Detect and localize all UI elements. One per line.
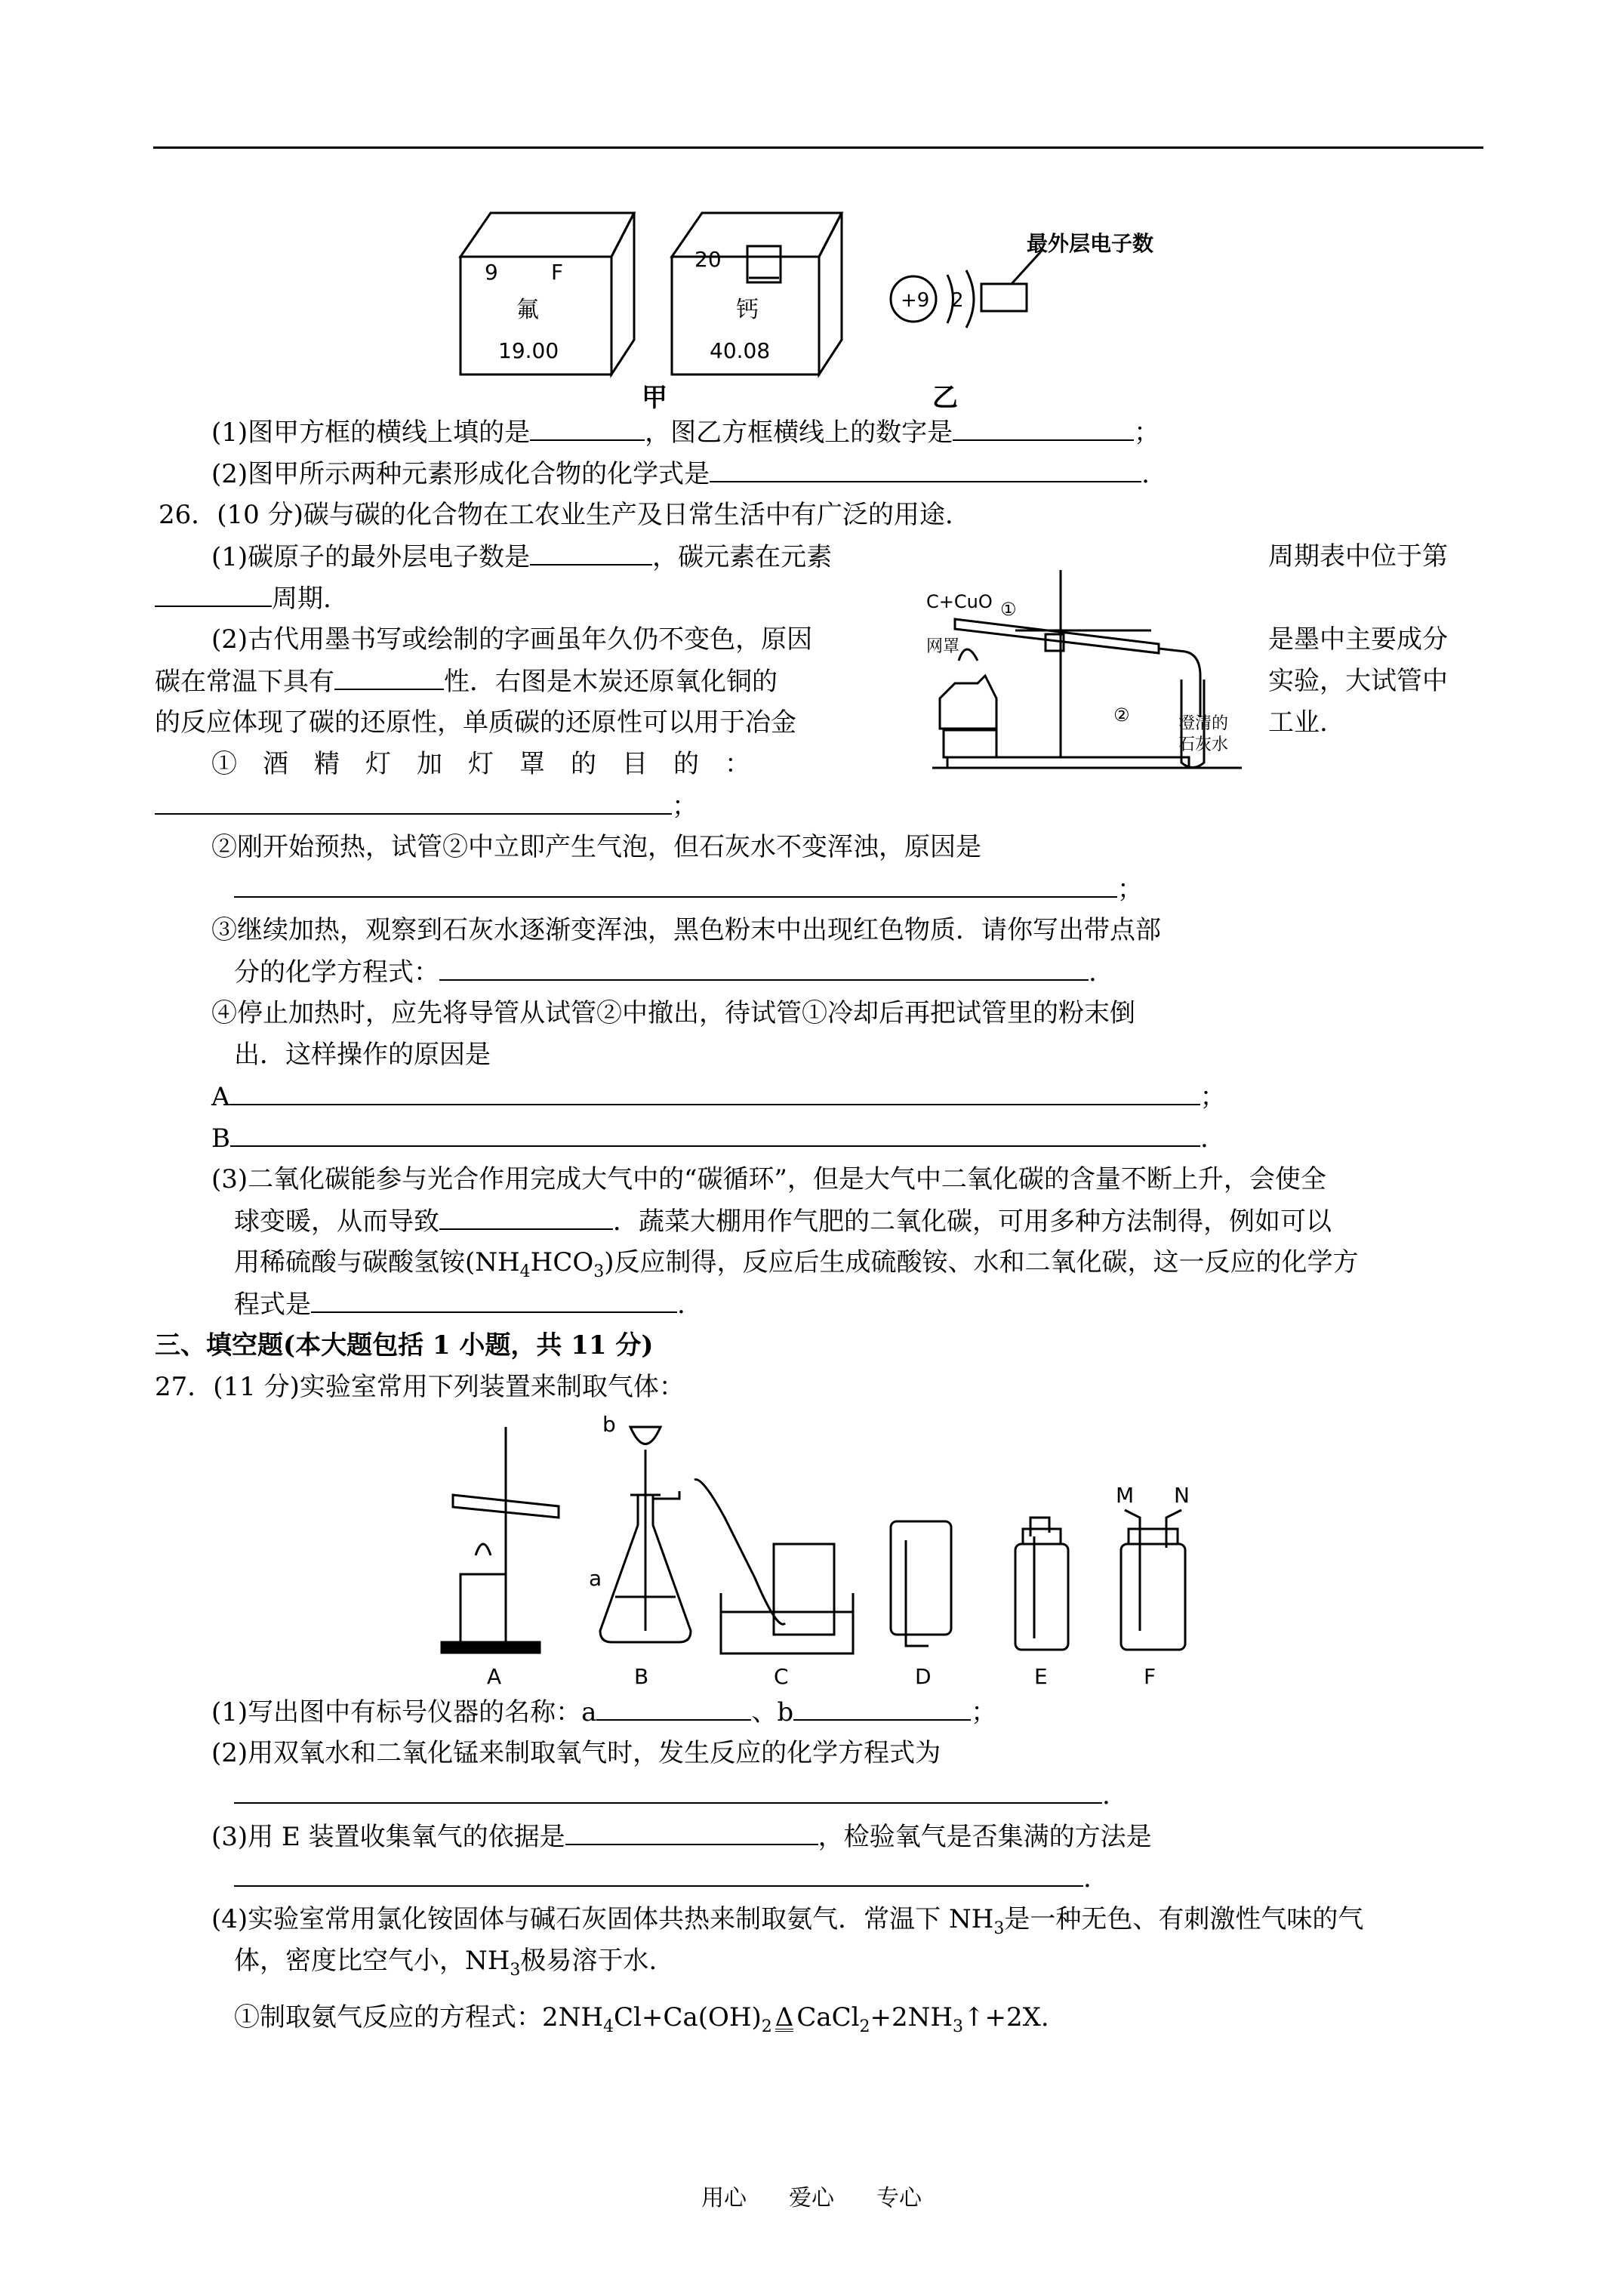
q26-s4-l1: ④停止加热时，应先将导管从试管②中撤出，待试管①冷却后再把试管里的粉末倒 — [211, 998, 1135, 1028]
q26-p2-l3: 的反应体现了碳的还原性，单质碳的还原性可以用于冶金 — [155, 707, 796, 738]
fluorine-name: 氟 — [516, 297, 539, 323]
q26-p2-l2 — [155, 664, 778, 698]
q26-p3-l4-text: 程式是 — [234, 1290, 311, 1320]
tube1-mark: ① — [1000, 599, 1017, 620]
q27-ammonia-equation — [234, 2001, 1049, 2044]
q26-s3-l1: ③继续加热，观察到石灰水逐渐变浑浊，黑色粉末中出现红色物质．请你写出带点部 — [211, 915, 1161, 945]
q26-p2-l2-text2: 性．右图是木炭还原氧化铜的 — [444, 667, 778, 697]
subscript: 4 — [519, 1262, 531, 1281]
fluorine-number: 9 — [485, 260, 498, 285]
q27-p4-l1-a: (4)实验室常用氯化铵固体与碱石灰固体共热来制取氨气．常温下 NH — [211, 1904, 994, 1934]
label-a: a — [589, 1566, 602, 1591]
q27-p3-text2: ，检验氧气是否集满的方法是 — [818, 1822, 1152, 1852]
q25-part2 — [211, 457, 1150, 491]
q26-p1-text: (1)碳原子的最外层电子数是 — [211, 542, 531, 572]
cuo-label: C+CuO — [926, 591, 993, 612]
limewater-label-1: 澄清的 — [1178, 714, 1229, 733]
q26-s3-end: . — [1089, 957, 1097, 988]
q26-p1-text2: ，碳元素在元素 — [652, 542, 833, 572]
q25-p1-text2: ，图乙方框横线上的数字是 — [645, 418, 953, 448]
q26-p2-l1-right: 是墨中主要成分 — [1268, 624, 1448, 655]
atom-nucleus: +9 — [901, 289, 930, 312]
fluorine-symbol: F — [551, 260, 564, 285]
reason-b-end: . — [1200, 1123, 1209, 1154]
calcium-mass: 40.08 — [710, 338, 771, 363]
calcium-name: 钙 — [736, 297, 759, 323]
q27-p4-l2-b: 极易溶于水. — [520, 1946, 658, 1976]
q26-p3-l2-text2: ．蔬菜大棚用作气肥的二氧化碳，可用多种方法制得，例如可以 — [613, 1207, 1332, 1237]
q27-p2-end: . — [1102, 1780, 1110, 1811]
answer-blank[interactable] — [439, 955, 1089, 981]
eq-part: ↑+2X. — [963, 2002, 1049, 2032]
answer-blank[interactable] — [230, 1121, 1200, 1147]
q26-p3-l3-c: )反应制得，反应后生成硫酸铵、水和二氧化碳，这一反应的化学方 — [604, 1247, 1359, 1277]
reason-a-label: A — [211, 1082, 230, 1112]
q27-p4-l1 — [211, 1903, 1363, 1946]
q25-p2-end: . — [1141, 459, 1150, 489]
q26-stem: 26．(10 分)碳与碳的化合物在工农业生产及日常生活中有广泛的用途. — [159, 500, 953, 530]
q26-s3-l2 — [234, 955, 1097, 989]
q26-s2: ②刚开始预热，试管②中立即产生气泡，但石灰水不变浑浊，原因是 — [211, 832, 981, 862]
reason-a-end: ； — [1200, 1082, 1226, 1112]
answer-blank[interactable] — [334, 664, 444, 690]
device-C: C — [774, 1664, 789, 1689]
eq-part: CaCl — [796, 2002, 860, 2032]
answer-blank[interactable] — [439, 1204, 613, 1230]
label-b: b — [602, 1412, 616, 1437]
q26-p3-l2-text: 球变暖，从而导致 — [234, 1207, 439, 1237]
answer-blank[interactable] — [710, 457, 1141, 482]
eq-part: +2NH — [870, 2002, 953, 2032]
q25-p1-text: (1)图甲方框的横线上填的是 — [211, 418, 531, 448]
q25-part1 — [211, 415, 1160, 449]
device-B: B — [634, 1664, 649, 1689]
label-m: M — [1116, 1483, 1135, 1508]
calcium-number: 20 — [694, 247, 722, 272]
carbon-reduction-apparatus — [925, 555, 1249, 774]
header-rule — [153, 146, 1483, 149]
heat-symbol: Δ — [775, 2002, 794, 2032]
answer-blank[interactable] — [530, 540, 652, 566]
q26-p2-l1: (2)古代用墨书写或绘制的字画虽年久仍不变色，原因 — [211, 624, 813, 655]
eq-part: Cl+Ca(OH) — [614, 2002, 762, 2032]
q26-s1-line — [155, 789, 698, 823]
answer-blank[interactable] — [234, 872, 1117, 898]
answer-blank[interactable] — [953, 415, 1134, 441]
answer-blank[interactable] — [311, 1287, 677, 1313]
q27-p1 — [211, 1695, 996, 1729]
answer-blank[interactable] — [155, 581, 272, 607]
footer-word: 用心 — [701, 2185, 747, 2211]
wire-mesh-label: 网罩 — [926, 637, 960, 656]
q26-s2-line — [234, 872, 1143, 906]
atom-shell-count: 2 — [951, 289, 964, 312]
q26-s4-l2: 出．这样操作的原因是 — [234, 1040, 491, 1070]
q27-p4-l2-a: 体，密度比空气小，NH — [234, 1946, 510, 1976]
limewater-label-2: 石灰水 — [1178, 735, 1229, 754]
q27-p3-text: (3)用 E 装置收集氧气的依据是 — [211, 1822, 565, 1852]
q27-p3-line — [234, 1861, 1092, 1895]
subscript: 3 — [593, 1262, 605, 1281]
answer-blank[interactable] — [234, 1778, 1102, 1804]
subscript: 2 — [761, 2017, 772, 2036]
q26-p3-l4-end: . — [677, 1290, 685, 1320]
subscript: 2 — [859, 2017, 870, 2036]
answer-blank[interactable] — [596, 1695, 751, 1721]
label-n: N — [1174, 1483, 1190, 1508]
q27-p3 — [211, 1820, 1152, 1854]
q26-s2-end: ； — [1117, 874, 1143, 905]
q27-p1-text2: 、b — [751, 1697, 794, 1727]
subscript: 3 — [953, 2017, 964, 2036]
caption-jia: 甲 — [642, 383, 667, 413]
q26-p3-l3 — [234, 1246, 1358, 1289]
q26-s1-end: ； — [672, 791, 698, 821]
q26-p3-l3-b: HCO — [530, 1247, 594, 1277]
device-E: E — [1034, 1664, 1048, 1689]
q26-p2-l2-text: 碳在常温下具有 — [155, 667, 334, 697]
q26-reason-b — [211, 1121, 1209, 1155]
answer-blank[interactable] — [793, 1695, 971, 1721]
section-three-heading: 三、填空题(本大题包括 1 小题，共 11 分) — [155, 1330, 654, 1361]
answer-blank[interactable] — [234, 1861, 1083, 1887]
fluorine-mass: 19.00 — [498, 338, 559, 363]
q26-p3-l2 — [234, 1204, 1332, 1238]
q26-p1 — [211, 540, 832, 574]
q25-p1-end: ； — [1134, 418, 1160, 448]
footer-word: 爱心 — [789, 2185, 834, 2211]
q26-p1-line2 — [155, 581, 331, 615]
q26-s1: ① 酒 精 灯 加 灯 罩 的 目 的 ： — [211, 749, 750, 779]
q27-p1-text: (1)写出图中有标号仪器的名称：a — [211, 1697, 597, 1727]
subscript: 4 — [603, 2017, 614, 2036]
gas-apparatus-figure — [430, 1404, 1208, 1691]
footer-word: 专心 — [876, 2185, 922, 2211]
answer-blank[interactable] — [530, 415, 645, 441]
answer-blank[interactable] — [565, 1820, 818, 1845]
device-F: F — [1144, 1664, 1156, 1689]
q26-p1-right: 周期表中位于第 — [1268, 541, 1448, 572]
answer-blank[interactable] — [155, 789, 672, 815]
answer-blank[interactable] — [230, 1080, 1200, 1105]
q27-p4-l1-b: 是一种无色、有刺激性气味的气 — [1004, 1904, 1364, 1934]
q27-p1-end: ； — [971, 1697, 997, 1727]
q27-p2: (2)用双氧水和二氧化锰来制取氧气时，发生反应的化学方程式为 — [211, 1738, 941, 1768]
q26-reason-a — [211, 1080, 1226, 1114]
q26-p2-l3-right: 工业. — [1268, 707, 1328, 738]
reason-b-label: B — [211, 1123, 230, 1154]
q26-p2-l2-right: 实验，大试管中 — [1268, 666, 1448, 696]
element-figure — [445, 204, 1200, 415]
q27-p4-l2 — [234, 1944, 657, 1987]
outer-electron-label: 最外层电子数 — [1027, 231, 1154, 256]
q27-p2-line — [234, 1778, 1110, 1812]
q25-p2-text: (2)图甲所示两种元素形成化合物的化学式是 — [211, 459, 710, 489]
device-D: D — [915, 1664, 932, 1689]
q26-p1-end: 周期. — [272, 584, 331, 614]
q26-p3-l1: (3)二氧化碳能参与光合作用完成大气中的“碳循环”，但是大气中二氧化碳的含量不断上升，会使全 — [211, 1164, 1326, 1194]
q27-stem: 27．(11 分)实验室常用下列装置来制取气体： — [155, 1372, 685, 1402]
q26-p3-l3-a: 用稀硫酸与碳酸氢铵(NH — [234, 1247, 520, 1277]
q26-s3-text: 分的化学方程式： — [234, 957, 439, 988]
eq-part: ①制取氨气反应的方程式：2NH — [234, 2002, 604, 2032]
tube2-mark: ② — [1113, 704, 1130, 726]
subscript: 3 — [510, 1960, 521, 1980]
device-A: A — [487, 1664, 502, 1689]
caption-yi: 乙 — [932, 383, 958, 413]
page-footer — [0, 2179, 1623, 2212]
subscript: 3 — [993, 1918, 1005, 1938]
q26-p3-l4 — [234, 1287, 685, 1321]
q27-p3-end: . — [1083, 1863, 1092, 1894]
